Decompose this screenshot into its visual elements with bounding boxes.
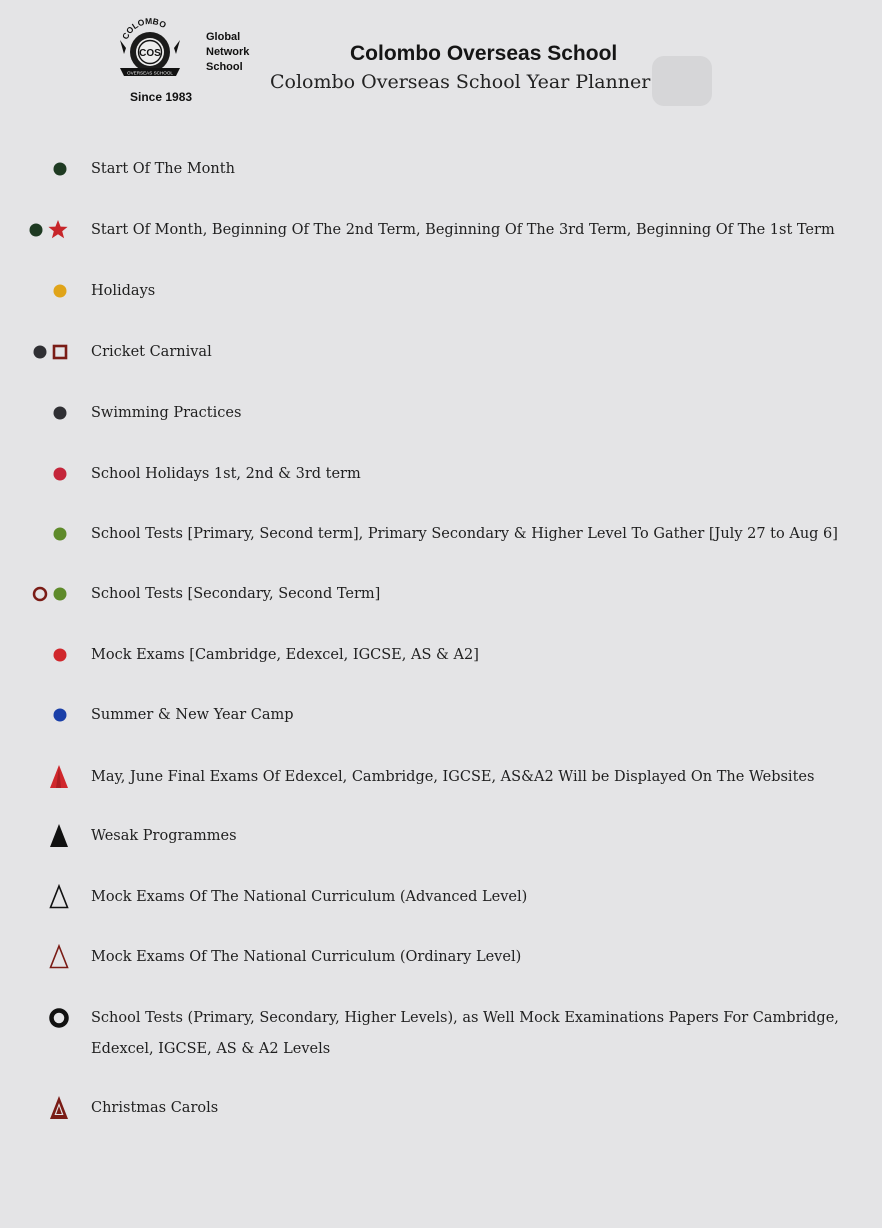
legend-symbols [20, 640, 80, 670]
legend-symbols [20, 519, 80, 549]
legend-label: Swimming Practices [91, 405, 242, 421]
legend-symbols [20, 1003, 80, 1033]
logo-banner-text: OVERSEAS SCHOOL [127, 70, 173, 76]
circle-charcoal-icon [51, 404, 69, 422]
legend-label: School Holidays 1st, 2nd & 3rd term [91, 466, 361, 482]
legend-label: Summer & New Year Camp [91, 707, 294, 723]
legend-symbols [20, 215, 80, 245]
circle-olive-icon [51, 525, 69, 543]
legend-label: Cricket Carnival [91, 344, 212, 360]
circle-dark-green-icon [51, 160, 69, 178]
legend-label: School Tests [Secondary, Second Term] [91, 586, 381, 602]
circle-olive-icon [51, 585, 69, 603]
circle-dark-green-icon [27, 221, 45, 239]
legend-label: Mock Exams [Cambridge, Edexcel, IGCSE, AS & A2] [91, 647, 479, 663]
legend-symbols [20, 821, 80, 851]
legend-symbols [20, 459, 80, 489]
triangle-red-icon [49, 764, 69, 790]
square-outline-maroon-icon [51, 343, 69, 361]
circle-blue-icon [51, 706, 69, 724]
legend-label: May, June Final Exams Of Edexcel, Cambridge, IGCSE, AS&A2 Will be Displayed On The Websites [91, 769, 815, 785]
legend-symbols [20, 579, 80, 609]
planner-title: Colombo Overseas School Year Planner [270, 71, 651, 93]
circle-yellow-icon [51, 282, 69, 300]
legend-symbols [20, 398, 80, 428]
legend-symbols [20, 1093, 80, 1123]
legend-label: Wesak Programmes [91, 828, 237, 844]
star-red-icon [47, 219, 69, 241]
legend-symbols [20, 337, 80, 367]
school-name-heading: Colombo Overseas School [350, 42, 618, 65]
legend-symbols [20, 942, 80, 972]
legend-label: School Tests (Primary, Secondary, Higher Levels), as Well Mock Examinations Papers For Cambridge, Edexcel, IGCSE, AS & A2 Levels [91, 1010, 839, 1057]
logo-global-network-text: Global Network School [206, 31, 250, 73]
circle-charcoal-icon [31, 343, 49, 361]
triangle-outline-maroon-icon [49, 944, 69, 970]
triangle-double-maroon-icon [49, 1095, 69, 1121]
triangle-black-icon [49, 823, 69, 849]
logo-since-text: Since 1983 [130, 90, 193, 104]
circle-crimson-icon [51, 465, 69, 483]
legend-label: Christmas Carols [91, 1100, 219, 1116]
triangle-outline-black-icon [49, 884, 69, 910]
logo-arc-text: COLOMBO [119, 18, 168, 41]
legend-label: Mock Exams Of The National Curriculum (Advanced Level) [91, 889, 528, 905]
logo-emblem-text: COS [139, 48, 161, 59]
legend-label: Start Of The Month [91, 161, 235, 177]
legend-symbols [20, 276, 80, 306]
legend-label: School Tests [Primary, Second term], Primary Secondary & Higher Level To Gather [July 27 to Aug 6] [91, 526, 838, 542]
circle-red-icon [51, 646, 69, 664]
legend-symbols [20, 154, 80, 184]
legend-symbols [20, 882, 80, 912]
legend-symbols [20, 762, 80, 792]
ring-black-icon [49, 1008, 69, 1028]
legend-symbols [20, 700, 80, 730]
legend-label: Holidays [91, 283, 156, 299]
legend-label: Mock Exams Of The National Curriculum (Ordinary Level) [91, 949, 522, 965]
legend-label: Start Of Month, Beginning Of The 2nd Term, Beginning Of The 3rd Term, Beginning Of The 1st Term [91, 222, 835, 238]
circle-outline-maroon-icon [31, 585, 49, 603]
